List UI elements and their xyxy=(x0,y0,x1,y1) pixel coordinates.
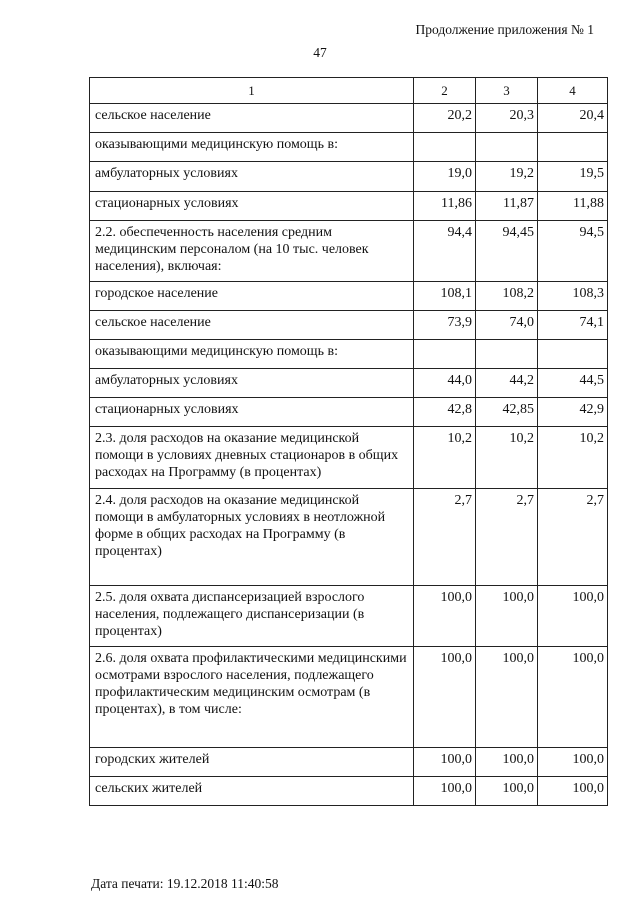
column-header: 3 xyxy=(476,78,538,104)
value-cell: 100,0 xyxy=(476,777,538,806)
table-row xyxy=(90,369,608,398)
value-cell xyxy=(538,340,608,369)
value-cell: 20,3 xyxy=(476,104,538,133)
row-label: оказывающими медицинскую помощь в: xyxy=(90,340,414,369)
value-cell: 74,0 xyxy=(476,311,538,340)
table-row xyxy=(90,192,608,221)
header-note: Продолжение приложения № 1 xyxy=(415,22,594,37)
value-cell: 100,0 xyxy=(476,647,538,748)
value-cell: 42,8 xyxy=(414,398,476,427)
value-cell: 10,2 xyxy=(476,427,538,489)
table-row xyxy=(90,282,608,311)
row-label: оказывающими медицинскую помощь в: xyxy=(90,133,414,162)
value-cell: 10,2 xyxy=(414,427,476,489)
value-cell: 108,3 xyxy=(538,282,608,311)
value-cell: 42,85 xyxy=(476,398,538,427)
value-cell xyxy=(476,133,538,162)
value-cell: 100,0 xyxy=(538,748,608,777)
column-header: 4 xyxy=(538,78,608,104)
table-row xyxy=(90,162,608,192)
value-cell: 100,0 xyxy=(414,586,476,647)
row-label: 2.2. обеспеченность населения средним медицинским персоналом (на 10 тыс. человек населения), включая: xyxy=(90,221,414,282)
row-label: 2.3. доля расходов на оказание медицинской помощи в условиях дневных стационаров в общих расходах на Программу (в процентах) xyxy=(90,427,414,489)
row-label: 2.4. доля расходов на оказание медицинской помощи в амбулаторных условиях в неотложной форме в общих расходах на Программу (в процентах) xyxy=(90,489,414,586)
value-cell: 94,5 xyxy=(538,221,608,282)
value-cell: 100,0 xyxy=(538,647,608,748)
value-cell: 100,0 xyxy=(476,748,538,777)
value-cell: 10,2 xyxy=(538,427,608,489)
row-label: городское население xyxy=(90,282,414,311)
value-cell xyxy=(538,133,608,162)
value-cell xyxy=(414,133,476,162)
table-row xyxy=(90,133,608,162)
value-cell: 100,0 xyxy=(538,586,608,647)
value-cell: 11,87 xyxy=(476,192,538,221)
value-cell: 73,9 xyxy=(414,311,476,340)
value-cell: 44,2 xyxy=(476,369,538,398)
value-cell: 100,0 xyxy=(414,748,476,777)
value-cell: 94,45 xyxy=(476,221,538,282)
row-label: 2.6. доля охвата профилактическими медицинскими осмотрами взрослого населения, подлежащего профилактическим медицинским осмотрам (в процентах), в том числе: xyxy=(90,647,414,748)
data-table xyxy=(89,77,608,806)
value-cell: 19,5 xyxy=(538,162,608,192)
value-cell: 42,9 xyxy=(538,398,608,427)
table-row xyxy=(90,398,608,427)
value-cell: 108,1 xyxy=(414,282,476,311)
print-date: Дата печати: 19.12.2018 11:40:58 xyxy=(91,876,279,891)
column-header: 1 xyxy=(90,78,414,104)
row-label: стационарных условиях xyxy=(90,192,414,221)
value-cell: 11,88 xyxy=(538,192,608,221)
table-row xyxy=(90,427,608,489)
row-label: стационарных условиях xyxy=(90,398,414,427)
table-row xyxy=(90,647,608,748)
table-row xyxy=(90,311,608,340)
table-row xyxy=(90,340,608,369)
table-row xyxy=(90,586,608,647)
value-cell: 44,0 xyxy=(414,369,476,398)
value-cell: 19,2 xyxy=(476,162,538,192)
value-cell: 100,0 xyxy=(414,647,476,748)
row-label: 2.5. доля охвата диспансеризацией взрослого населения, подлежащего диспансеризации (в процентах) xyxy=(90,586,414,647)
value-cell: 2,7 xyxy=(538,489,608,586)
value-cell: 20,4 xyxy=(538,104,608,133)
value-cell: 100,0 xyxy=(414,777,476,806)
row-label: сельских жителей xyxy=(90,777,414,806)
row-label: городских жителей xyxy=(90,748,414,777)
value-cell xyxy=(414,340,476,369)
row-label: амбулаторных условиях xyxy=(90,369,414,398)
page-number: 47 xyxy=(313,45,327,60)
table-row xyxy=(90,748,608,777)
value-cell: 74,1 xyxy=(538,311,608,340)
table-row xyxy=(90,489,608,586)
value-cell: 2,7 xyxy=(476,489,538,586)
row-label: амбулаторных условиях xyxy=(90,162,414,192)
row-label: сельское население xyxy=(90,104,414,133)
value-cell: 100,0 xyxy=(538,777,608,806)
row-label: сельское население xyxy=(90,311,414,340)
value-cell: 94,4 xyxy=(414,221,476,282)
table-row xyxy=(90,777,608,806)
value-cell: 19,0 xyxy=(414,162,476,192)
value-cell: 2,7 xyxy=(414,489,476,586)
table-header-row xyxy=(90,78,608,104)
value-cell xyxy=(476,340,538,369)
table-row xyxy=(90,104,608,133)
value-cell: 11,86 xyxy=(414,192,476,221)
value-cell: 20,2 xyxy=(414,104,476,133)
value-cell: 108,2 xyxy=(476,282,538,311)
column-header: 2 xyxy=(414,78,476,104)
table-row xyxy=(90,221,608,282)
value-cell: 100,0 xyxy=(476,586,538,647)
value-cell: 44,5 xyxy=(538,369,608,398)
